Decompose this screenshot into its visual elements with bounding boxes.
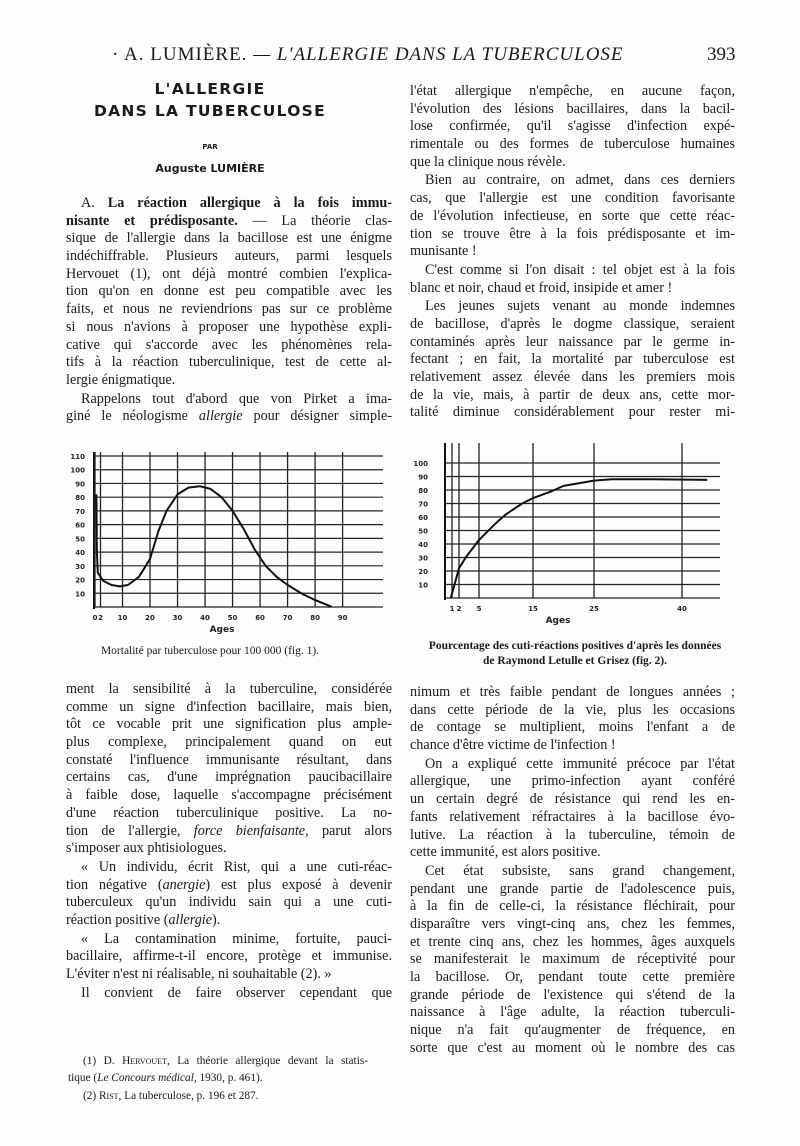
figure-1-caption: Mortalité par tuberculose pour 100 000 (fig. 1).	[100, 645, 320, 657]
text-segment: Rist	[99, 1090, 119, 1102]
series-line	[451, 479, 708, 598]
y-tick-label: 30	[418, 554, 428, 563]
y-tick-label: 90	[418, 473, 428, 482]
article-title-line1: L'ALLERGIE	[154, 80, 266, 98]
text-segment: lose confirmée, qu'il s'agisse d'infection expé-	[410, 118, 735, 135]
text-segment: faits, et nous ne reviendrions pas sur ce problème	[66, 301, 392, 318]
text-segment: de l'évolution infectieuse, en sorte que cette réac-	[410, 207, 735, 224]
text-segment: de la vie, mais, à partir de deux ans, cette mor-	[410, 386, 735, 403]
text-segment: à faible dose, laquelle s'accompagne précisément	[66, 787, 392, 804]
header-author: · A. LUMIÈRE.	[112, 44, 248, 65]
text-segment: que la clinique nous révèle.	[410, 153, 566, 170]
y-tick-label: 100	[70, 466, 85, 475]
text-segment: anergie	[162, 876, 206, 893]
text-segment: parut alors	[308, 822, 392, 839]
x-tick-label: 2	[456, 605, 462, 613]
text-segment: tion de l'allergie,	[66, 822, 194, 839]
x-tick-label: 90	[337, 614, 348, 622]
text-segment: constaté l'influence immunisante résultant, dans	[66, 751, 392, 768]
text-segment: Les jeunes sujets venant au monde indemnes	[425, 298, 735, 315]
x-tick-label: 50	[227, 614, 238, 622]
text-segment: Hervouet	[122, 1055, 167, 1067]
x-tick-label: 10	[117, 614, 128, 622]
y-tick-label: 90	[75, 480, 85, 489]
y-tick-label: 10	[75, 590, 85, 599]
text-segment: cette immunité, est alors positive.	[410, 844, 601, 861]
y-tick-label: 80	[418, 487, 428, 495]
text-segment: 1930, p. 461).	[196, 1072, 263, 1084]
text-segment: naissance à l'âge adulte, la réaction tuberculi-	[410, 1004, 735, 1021]
text-segment: et trente cinq ans, chez les hommes, âges auxquels	[410, 933, 735, 950]
text-segment: — La théorie clas-	[237, 212, 392, 229]
text-segment: force bienfaisante,	[193, 822, 309, 839]
text-segment: A.	[81, 195, 108, 211]
text-segment: blanc et noir, chaud et froid, insipide et amer !	[410, 279, 673, 296]
text-segment: On a expliqué cette immunité précoce par l'état	[425, 755, 735, 772]
text-segment: (1) D.	[83, 1055, 123, 1067]
text-segment: Hervouet (1), ont déjà montré combien l'explica-	[66, 265, 392, 282]
text-segment: pendant une grande partie de l'adolescence puis,	[410, 880, 735, 897]
y-tick-label: 20	[418, 568, 428, 576]
text-segment: d'une réaction tuberculinique positive. La no-	[66, 804, 392, 821]
figure-2-cuti-reaction-chart	[413, 443, 720, 626]
text-segment: nique n'a fait qu'augmenter de fréquence, en	[410, 1022, 735, 1039]
y-tick-label: 20	[75, 576, 85, 585]
article-author: Auguste LUMIÈRE	[155, 162, 265, 175]
text-segment: s'imposer aux phtisiologues.	[66, 840, 227, 857]
text-segment: Le Concours médical,	[97, 1072, 197, 1084]
text-segment: , La tuberculose, p. 196 et 287.	[118, 1090, 259, 1102]
series-line	[96, 486, 331, 607]
y-tick-label: 40	[75, 549, 85, 558]
text-segment: grande période de l'existence qui s'étend de la	[410, 986, 735, 1003]
text-segment: allergie	[198, 408, 243, 425]
y-tick-label: 60	[418, 514, 428, 522]
text-segment: La réaction allergique à la fois immu-	[107, 195, 392, 211]
x-tick-label: 1	[449, 605, 455, 613]
text-segment: comme un signe d'infection bacillaire, mais bien,	[66, 698, 392, 715]
text-segment: nisante et prédisposante.	[66, 212, 238, 229]
x-tick-label: 2	[98, 614, 103, 622]
x-tick-label: 30	[172, 614, 183, 622]
text-segment: (2)	[83, 1090, 99, 1102]
text-segment: relativement assez élevée dans les premiers mois	[410, 369, 735, 385]
text-segment: , La théorie allergique devant la statis-	[166, 1055, 368, 1067]
text-segment: Cet état subsiste, sans grand changement,	[425, 862, 735, 879]
y-tick-label: 110	[70, 453, 85, 461]
text-segment: tique (	[68, 1072, 98, 1084]
figure-1-mortality-chart	[70, 452, 383, 635]
text-segment: certains cas, d'une imprégnation paucibacillaire	[66, 769, 392, 786]
text-segment: la bacillose. Or, pendant toute cette première	[410, 969, 735, 985]
byline-par: PAR	[202, 143, 218, 151]
x-tick-label: 40	[677, 605, 687, 613]
text-segment: plus complexe, principalement quand on eut	[66, 734, 392, 751]
figure-2-caption-line1: Pourcentage des cuti-réactions positives d'après les données	[428, 640, 722, 652]
text-segment: contaminés après leur naissance par le germe in-	[410, 333, 735, 350]
x-axis-label: Ages	[209, 625, 235, 635]
text-segment: rimentale ou des formes de tuberculose humaines	[410, 136, 735, 153]
text-segment: disparaître vers vingt-cinq ans, chez les femmes,	[410, 915, 735, 932]
x-tick-label: 25	[589, 605, 599, 613]
text-segment: sique de l'allergie dans la bacillose est une énigme	[66, 230, 392, 247]
text-segment: fants relativement réfractaires à la bacillose évo-	[410, 808, 735, 825]
text-segment: fectant ; en fait, la mortalité par tuberculose est	[410, 351, 735, 368]
y-tick-label: 30	[75, 562, 85, 571]
text-segment: tion qu'on en donne est peu compatible avec les	[66, 283, 392, 300]
y-tick-label: 60	[75, 521, 85, 530]
y-tick-label: 10	[418, 581, 428, 590]
text-segment: nimum et très faible pendant de longues années ;	[410, 684, 735, 700]
text-segment: bacillaire, affirme-t-il encore, protège et immunise.	[66, 948, 392, 965]
y-tick-label: 50	[418, 527, 428, 536]
text-segment: C'est comme si l'on disait : tel objet est à la fois	[425, 261, 735, 278]
text-segment: ).	[212, 911, 221, 928]
text-segment: « La contamination minime, fortuite, pauci-	[81, 930, 392, 947]
x-tick-label: 20	[145, 614, 155, 622]
text-segment: cative qui s'accorde avec les phénomènes rela-	[66, 336, 392, 353]
y-tick-label: 80	[75, 494, 85, 503]
page-number: 393	[707, 44, 736, 65]
figure-2-caption-line2: de Raymond Letulle et Grisez (fig. 2).	[483, 655, 667, 667]
text-segment: cas, que l'allergie est une condition favorisante	[410, 190, 735, 207]
text-segment: munisante !	[410, 243, 477, 260]
x-tick-label: 40	[200, 614, 210, 622]
text-segment: réaction positive (	[66, 911, 169, 928]
x-axis-label: Ages	[545, 616, 571, 626]
text-segment: sorte que c'est au moment où le nombre des cas	[410, 1039, 735, 1056]
text-segment: talité diminue considérablement pour rester mi-	[410, 404, 735, 421]
text-segment: lergie énigmatique.	[66, 371, 176, 388]
x-tick-label: 70	[282, 614, 293, 622]
text-segment: un certain degré de résistance qui rend les en-	[410, 791, 735, 808]
y-tick-label: 100	[413, 460, 428, 468]
text-segment: allergie	[168, 911, 213, 928]
text-segment: l'état allergique n'empêche, en aucune façon,	[410, 83, 735, 99]
text-segment: pour désigner simple-	[242, 408, 392, 425]
x-tick-label: 15	[528, 605, 538, 613]
text-segment: à la fin de celle-ci, la résistance fléchirait, pour	[410, 898, 735, 915]
text-segment: Il convient de faire observer cependant que	[81, 984, 392, 1001]
text-segment: si nous n'avions à proposer une hypothèse expli-	[66, 318, 392, 335]
text-segment: dans cette période de la vie, plus les occasions	[410, 701, 735, 718]
y-tick-label: 70	[418, 500, 428, 509]
text-segment: lutive. La réaction à la tuberculine, témoin de	[410, 826, 735, 843]
text-segment: « Un individu, écrit Rist, qui a une cuti-réac-	[81, 858, 392, 875]
text-segment: chance d'être victime de l'infection !	[410, 737, 616, 754]
text-segment: ment la sensibilité à la tuberculine, considérée	[66, 681, 392, 697]
y-tick-label: 50	[75, 535, 85, 544]
x-tick-label: 5	[476, 605, 482, 613]
y-tick-label: 70	[75, 507, 85, 516]
y-tick-label: 40	[418, 541, 428, 549]
text-segment: tion se trouve être à la fois prédisposante et im-	[410, 225, 735, 242]
text-segment: Rappelons tout d'abord que von Pirket a ima-	[81, 390, 392, 407]
x-tick-label: 60	[255, 614, 265, 622]
text-segment: tuberculeux qu'un individu sain qui a une cuti-	[66, 894, 392, 911]
article-title-line2: DANS LA TUBERCULOSE	[93, 102, 327, 120]
text-segment: Bien au contraire, on admet, dans ces derniers	[425, 172, 735, 189]
text-segment: tôt ce vocable prit une signification plus ample-	[66, 716, 392, 733]
text-segment: tifs à la réaction tuberculinique, test de cette al-	[66, 354, 392, 371]
x-tick-label: 0	[92, 614, 98, 622]
text-segment: se manifesterait le maximum de réceptivité pour	[410, 951, 735, 968]
text-segment: l'évolution des lésions bacillaires, dans la bacil-	[410, 100, 735, 117]
text-segment: tion négative (	[66, 876, 163, 893]
header-title: — L'ALLERGIE DANS LA TUBERCULOSE	[247, 44, 624, 65]
text-segment: ) est plus exposé à devenir	[205, 876, 392, 893]
x-tick-label: 80	[310, 614, 320, 622]
text-segment: L'éviter n'est ni réalisable, ni souhaitable (2). »	[66, 966, 332, 982]
text-segment: indéchiffrable. Plusieurs auteurs, parmi lesquels	[66, 248, 392, 265]
text-segment: de bacillose, d'après le dogme classique, seraient	[410, 315, 735, 332]
text-segment: giné le néologisme	[66, 408, 199, 425]
text-segment: allergique, une primo-infection ayant conféré	[410, 773, 735, 790]
text-segment: de contage se multiplient, moins l'enfant a de	[410, 719, 735, 736]
